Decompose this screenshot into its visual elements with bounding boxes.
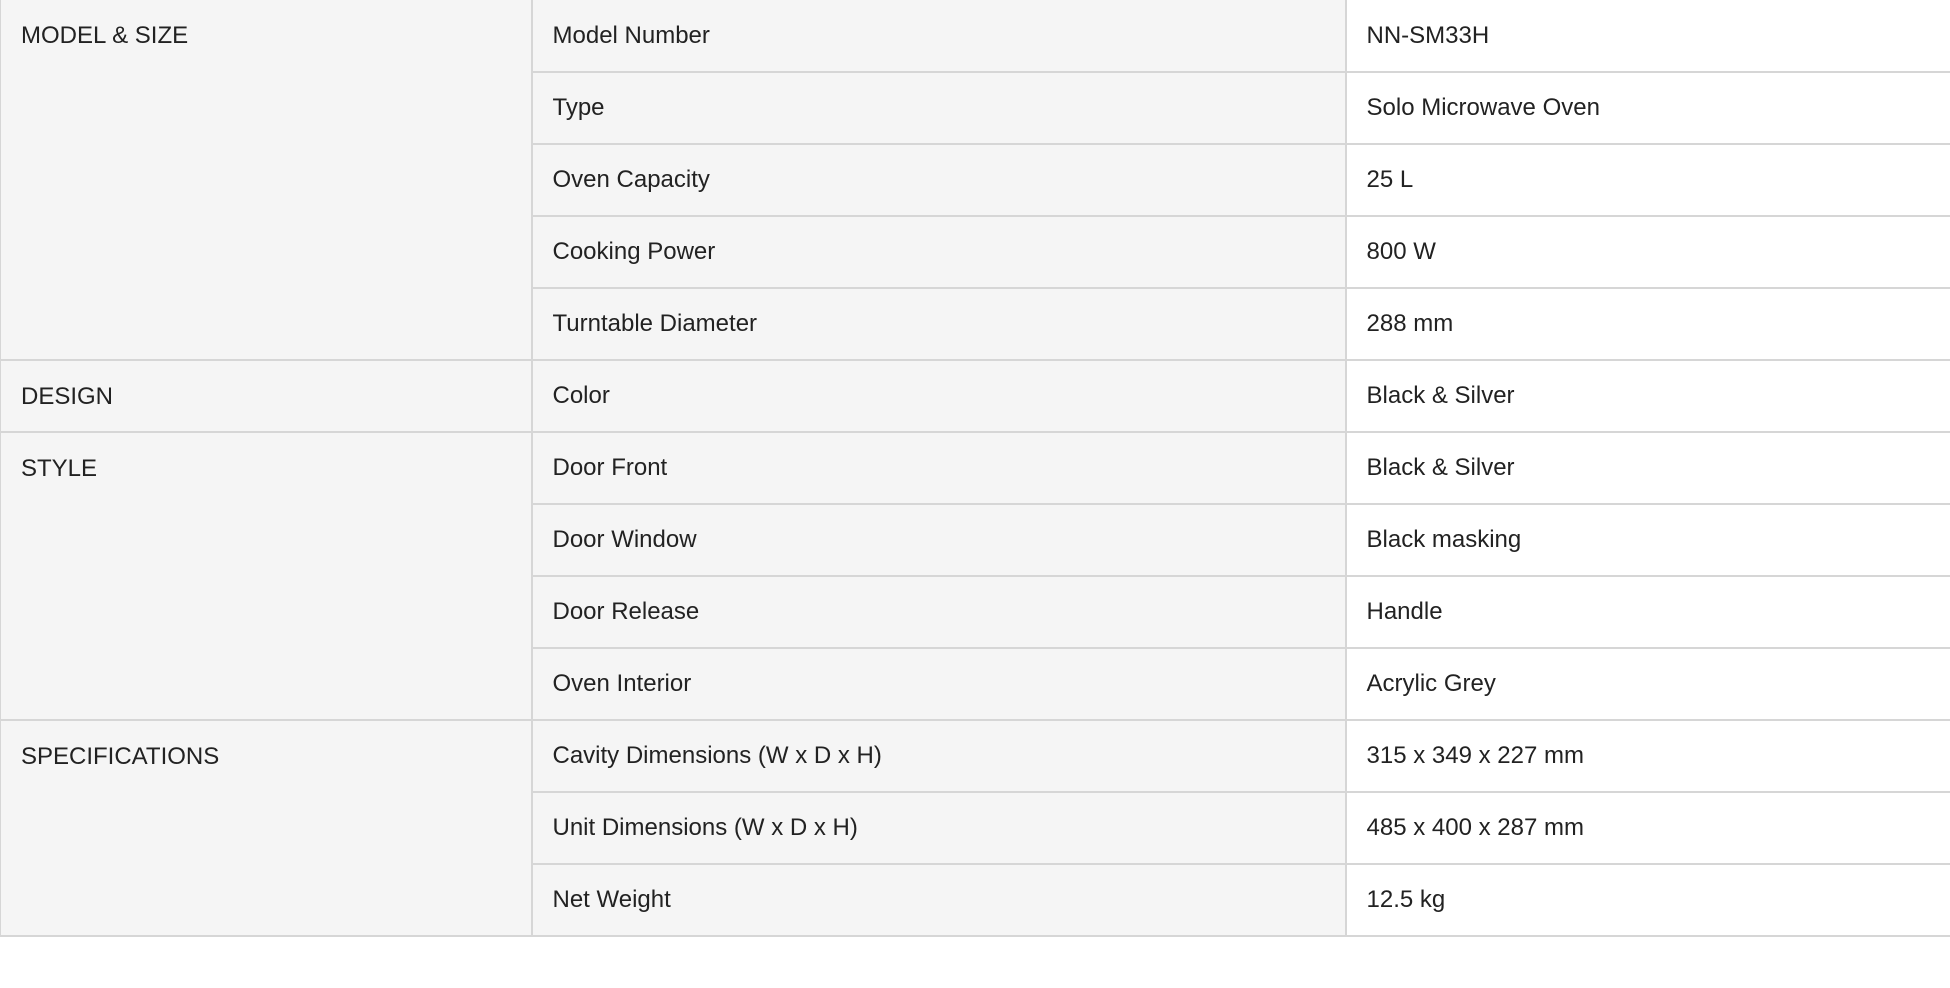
spec-value: Black & Silver [1346, 432, 1950, 504]
spec-row [1, 0, 1950, 72]
spec-value: Black masking [1346, 504, 1950, 576]
spec-value: 485 x 400 x 287 mm [1346, 792, 1950, 864]
spec-value: 12.5 kg [1346, 864, 1950, 936]
spec-value: 800 W [1346, 216, 1950, 288]
spec-label: Cooking Power [532, 216, 1346, 288]
spec-value: Solo Microwave Oven [1346, 72, 1950, 144]
spec-value: 25 L [1346, 144, 1950, 216]
spec-label: Door Front [532, 432, 1346, 504]
spec-value: 288 mm [1346, 288, 1950, 360]
group-title-model-size: MODEL & SIZE [1, 0, 532, 360]
spec-label: Door Release [532, 576, 1346, 648]
spec-row [1, 432, 1950, 504]
spec-value: Handle [1346, 576, 1950, 648]
spec-value: NN-SM33H [1346, 0, 1950, 72]
spec-label: Unit Dimensions (W x D x H) [532, 792, 1346, 864]
spec-label: Type [532, 72, 1346, 144]
spec-label: Turntable Diameter [532, 288, 1346, 360]
spec-label: Net Weight [532, 864, 1346, 936]
spec-value: Acrylic Grey [1346, 648, 1950, 720]
spec-label: Model Number [532, 0, 1346, 72]
spec-value: Black & Silver [1346, 360, 1950, 432]
spec-row [1, 720, 1950, 792]
spec-value: 315 x 349 x 227 mm [1346, 720, 1950, 792]
spec-label: Color [532, 360, 1346, 432]
group-title-design: DESIGN [1, 360, 532, 432]
group-title-specifications: SPECIFICATIONS [1, 720, 532, 936]
spec-label: Cavity Dimensions (W x D x H) [532, 720, 1346, 792]
group-title-style: STYLE [1, 432, 532, 720]
spec-label: Door Window [532, 504, 1346, 576]
spec-label: Oven Capacity [532, 144, 1346, 216]
spec-label: Oven Interior [532, 648, 1346, 720]
spec-row [1, 360, 1950, 432]
